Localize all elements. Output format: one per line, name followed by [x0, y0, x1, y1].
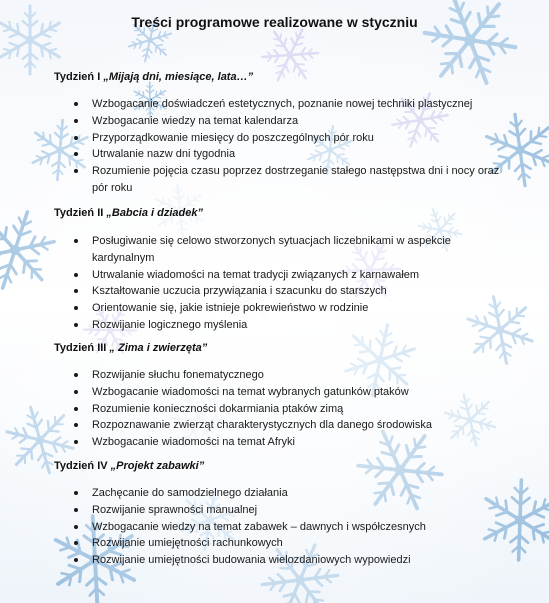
list-item [54, 233, 514, 267]
bullet-icon [74, 119, 78, 123]
list-item [54, 519, 514, 536]
bullet-icon [74, 323, 78, 327]
list-item-text: Rozwijanie umiejętności rachunkowych [92, 537, 283, 550]
list-item-text: Rozwijanie logicznego myślenia [92, 318, 248, 331]
list-item [54, 401, 514, 418]
list-item [54, 485, 514, 502]
list-item [54, 502, 514, 519]
page-title: Treści programowe realizowane w styczniu [131, 14, 418, 30]
list-item [54, 552, 514, 569]
section-heading [54, 71, 253, 83]
list-item [54, 113, 514, 130]
bullet-icon [74, 136, 78, 140]
list-item [54, 367, 514, 384]
section-week-label: Tydzień IV [54, 460, 108, 472]
bullet-icon [74, 423, 78, 427]
list-item-text: Rozumienie konieczności dokarmiania ptaków zimą [92, 402, 344, 415]
list-item-text: Przyporządkowanie miesięcy do poszczególnych pór roku [92, 131, 374, 144]
section-heading [54, 342, 207, 354]
section-item-list [54, 96, 514, 197]
section-item-list [54, 485, 514, 569]
section-theme: „Mijają dni, miesiące, lata…” [103, 71, 254, 83]
bullet-icon [74, 239, 78, 243]
list-item [54, 417, 514, 434]
bullet-icon [74, 373, 78, 377]
list-item [54, 146, 514, 163]
list-item [54, 300, 514, 317]
bullet-icon [74, 407, 78, 411]
section-week-label: Tydzień II [54, 207, 104, 219]
section-item-list [54, 233, 514, 334]
list-item-text: Rozwijanie sprawności manualnej [92, 503, 258, 516]
bullet-icon [74, 491, 78, 495]
list-item-text: Rozumienie pojęcia czasu poprzez dostrzeganie stałego następstwa dni i nocy oraz pór roku [92, 165, 500, 194]
list-item-text: Orientowanie się, jakie istnieje pokrewieństwo w rodzinie [92, 302, 369, 315]
list-item-text: Utrwalanie wiadomości na temat tradycji związanych z karnawałem [92, 268, 420, 281]
list-item [54, 535, 514, 552]
list-item-text: Wzbogacanie wiadomości na temat wybranych gatunków ptaków [92, 385, 409, 398]
bullet-icon [74, 273, 78, 277]
list-item-text: Zachęcanie do samodzielnego działania [92, 487, 288, 499]
bullet-icon [74, 169, 78, 173]
list-item-text: Rozwijanie umiejętności budowania wielozdaniowych wypowiedzi [92, 554, 411, 567]
list-item [54, 163, 514, 197]
list-item [54, 384, 514, 401]
list-item [54, 283, 514, 300]
bullet-icon [74, 289, 78, 293]
list-item [54, 267, 514, 284]
section-heading [54, 460, 204, 472]
list-item-text: Utrwalanie nazw dni tygodnia [92, 148, 236, 161]
bullet-icon [74, 558, 78, 562]
list-item-text: Rozwijanie słuchu fonematycznego [92, 369, 264, 381]
list-item [54, 130, 514, 147]
list-item [54, 434, 514, 451]
list-item-text: Rozpoznawanie zwierząt charakterystycznych dla danego środowiska [92, 419, 432, 432]
section-theme: „Projekt zabawki” [110, 460, 205, 472]
list-item-text: Posługiwanie się celowo stworzonych sytuacjach liczebnikami w aspekcie kardynalnym [92, 235, 451, 264]
bullet-icon [74, 152, 78, 156]
list-item-text: Wzbogacanie wiedzy na temat kalendarza [92, 114, 299, 127]
section-week-label: Tydzień III [54, 342, 107, 354]
section-week-label: Tydzień I [54, 71, 101, 83]
bullet-icon [74, 541, 78, 545]
section-theme: „Babcia i dziadek” [106, 207, 203, 219]
bullet-icon [74, 508, 78, 512]
bullet-icon [74, 525, 78, 529]
section-heading [54, 207, 203, 219]
section-item-list [54, 367, 514, 451]
bullet-icon [74, 102, 78, 106]
list-item-text: Wzbogacanie wiadomości na temat Afryki [92, 436, 295, 449]
list-item-text: Wzbogacanie wiedzy na temat zabawek – dawnych i współczesnych [92, 520, 426, 533]
bullet-icon [74, 306, 78, 310]
list-item [54, 96, 514, 113]
bullet-icon [74, 390, 78, 394]
list-item-text: Wzbogacanie doświadczeń estetycznych, poznanie nowej techniki plastycznej [92, 98, 473, 110]
bullet-icon [74, 440, 78, 444]
list-item [54, 317, 514, 334]
list-item-text: Kształtowanie uczucia przywiązania i szacunku do starszych [92, 285, 387, 298]
section-theme: „ Zima i zwierzęta” [109, 342, 208, 354]
